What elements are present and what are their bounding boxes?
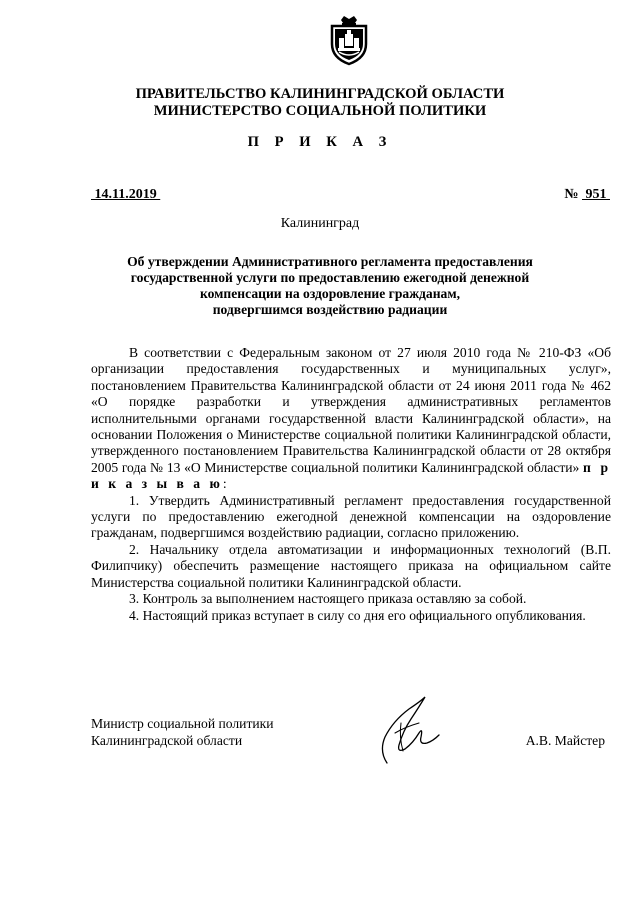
order-date: 14.11.2019 <box>91 187 161 202</box>
order-item: 1. Утвердить Административный регламент предоставления государственной услуги по предоставлению ежегодной денежной компенсации на оздоровление гражданам, подвергшимся воздействию радиации, согласно приложению. <box>91 492 611 541</box>
order-item: 4. Настоящий приказ вступает в силу со дня его официального опубликования. <box>129 607 586 623</box>
preamble-paragraph <box>91 345 611 493</box>
position-line: Калининградской области <box>91 732 243 748</box>
colon: : <box>222 476 227 492</box>
position-line: Министр социальной политики <box>91 716 274 731</box>
government-name: ПРАВИТЕЛЬСТВО КАЛИНИНГРАДСКОЙ ОБЛАСТИ <box>135 86 505 102</box>
signature-icon <box>375 693 445 765</box>
number-value: 951 <box>582 187 610 202</box>
order-number <box>564 187 610 203</box>
document-body <box>91 345 611 624</box>
order-item: 3. Контроль за выполнением настоящего приказа оставляю за собой. <box>129 591 527 607</box>
signatory-name: А.В. Майстер <box>525 733 605 748</box>
title-line: подвергшимся воздействию радиации <box>212 302 448 317</box>
ministry-name: МИНИСТЕРСТВО СОЦИАЛЬНОЙ ПОЛИТИКИ <box>153 103 487 119</box>
document-title <box>110 254 550 318</box>
number-sign: № <box>564 187 582 202</box>
document-type: П Р И К А З <box>247 134 393 150</box>
title-line: Об утверждении Административного регламента предоставления <box>127 254 533 269</box>
title-line: компенсации на оздоровление гражданам, <box>199 286 461 301</box>
coat-of-arms-icon <box>328 14 370 66</box>
preamble-text: В соответствии с Федеральным законом от 27 июля 2010 года № 210-ФЗ «Об организации предоставления государственных и муниципальных услуг», постановлением Правительства Калининградской области от 24 июня 2011 года № 462 «О порядке разработки и утверждения административных регламентов исполнительными органами государственной власти Калининградской области», на основании Положения о Министерстве социальной политики Калининградской области, утвержденного постановлением Правительства Калининградской области от 28 октября 2005 года № 13 «О Министерстве социальной политики Калининградской области» <box>91 345 611 475</box>
city: Калининград <box>280 216 360 231</box>
signatory-position <box>91 716 274 749</box>
order-verb: п р и к а з ы в а ю <box>91 459 612 492</box>
order-item: 2. Начальнику отдела автоматизации и информационных технологий (В.П. Филипчику) обеспечить размещение настоящего приказа на официальном сайте Министерства социальной политики Калининградской области. <box>91 541 611 590</box>
title-line: государственной услуги по предоставлению ежегодной денежной <box>130 270 530 285</box>
